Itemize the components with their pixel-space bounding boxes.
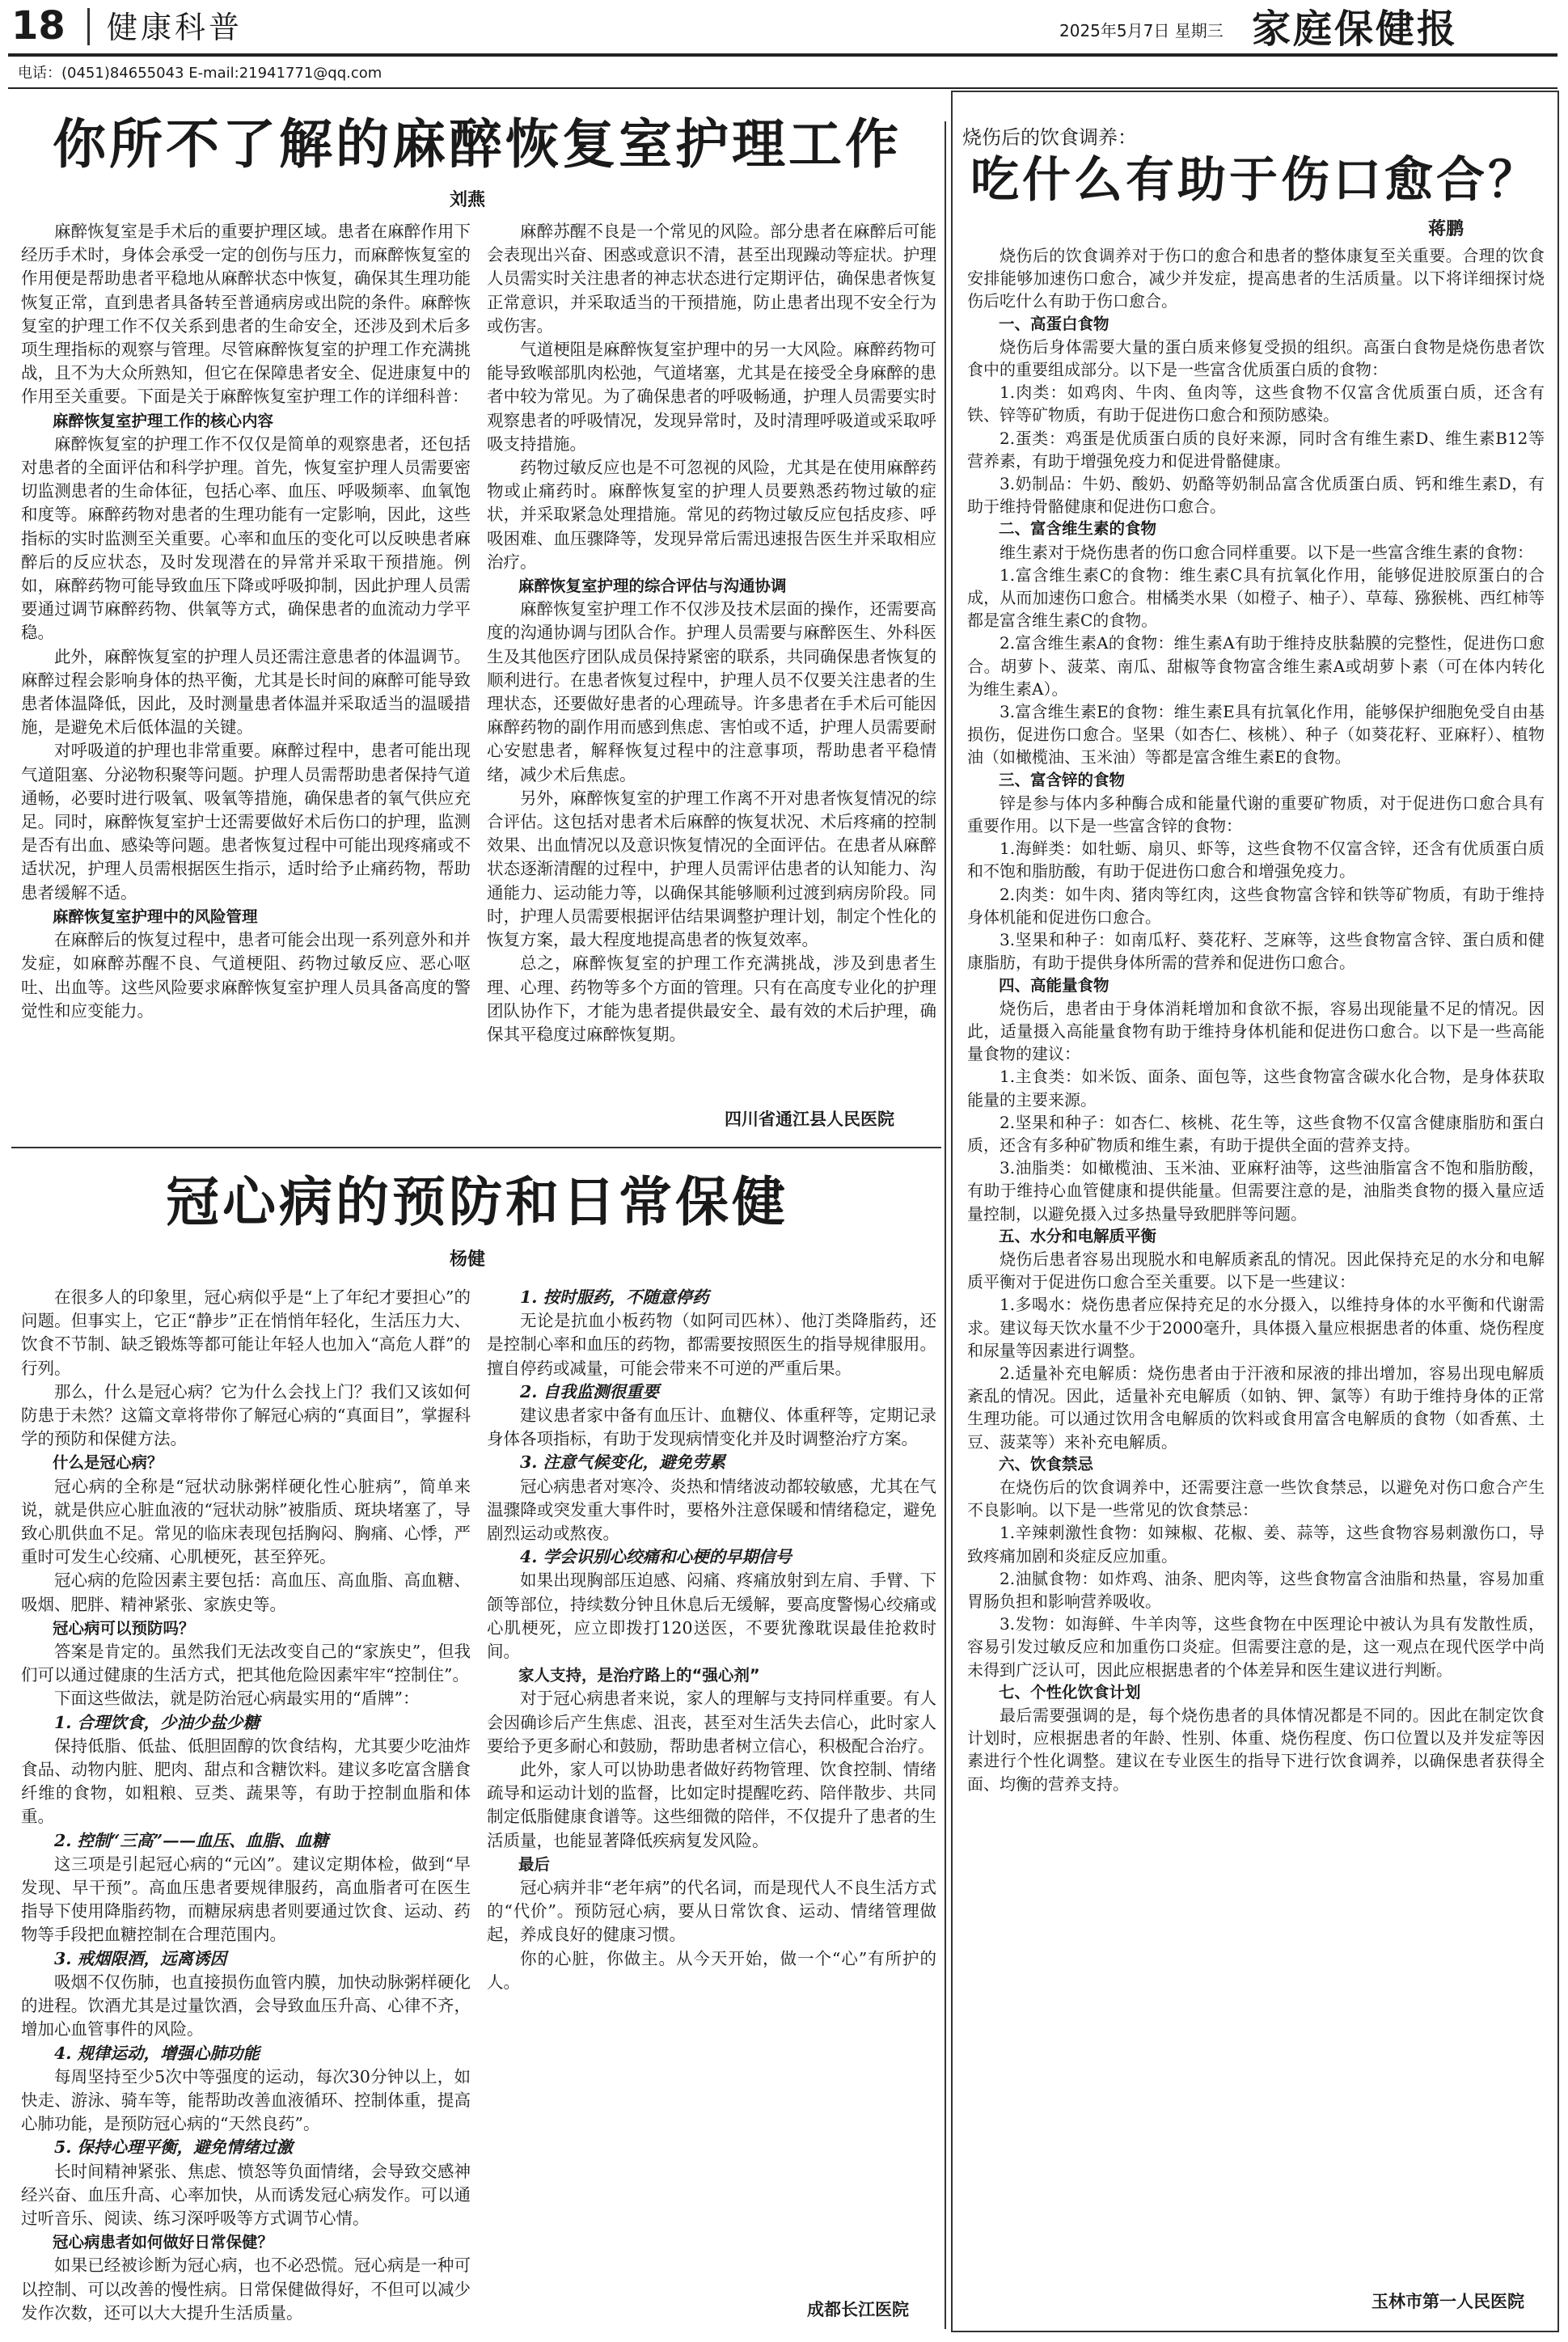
paragraph: 答案是肯定的。虽然我们无法改变自己的“家族史”，但我们可以通过健康的生活方式，把其他危险因素牢牢“控制住”。: [21, 1642, 471, 1685]
article3-author: 蒋鹏: [1428, 219, 1464, 239]
article1-author: 刘燕: [450, 190, 486, 210]
section-heading: 五、水分和电解质平衡: [999, 1226, 1157, 1245]
article2-column-1: [21, 1286, 471, 2329]
paragraph: 麻醉苏醒不良是一个常见的风险。部分患者在麻醉后可能会表现出兴奋、困惑或意识不清，甚至出现躁动等症状。护理人员需实时关注患者的神志状态进行定期评估，确保患者恢复正常意识，并采取适当的干预措施，防止患者出现不安全行为或伤害。: [487, 222, 936, 336]
paragraph: 3.发物：如海鲜、牛羊肉等，这些食物在中医理论中被认为具有发散性质，容易引发过敏反应和加重伤口炎症。但需要注意的是，这一观点在现代医学中尚未得到广泛认可，因此应根据患者的个体差异和医生建议进行判断。: [967, 1614, 1545, 1680]
article2-hospital: 成都长江医院: [807, 2300, 909, 2319]
article2-author: 杨健: [450, 1249, 486, 1270]
paragraph: 最后需要强调的是，每个烧伤患者的具体情况都是不同的。因此在制定饮食计划时，应根据患者的年龄、性别、体重、烧伤程度、伤口位置以及并发症等因素进行个性化调整。建议在专业医生的指导下进行饮食调养，以确保患者获得全面、均衡的营养支持。: [967, 1706, 1545, 1794]
article3-title: 吃什么有助于伤口愈合？: [970, 152, 1540, 209]
section-heading: 冠心病患者如何做好日常保健？: [53, 2233, 274, 2252]
article1-title: 你所不了解的麻醉恢复室护理工作: [53, 112, 902, 175]
paragraph: 锌是参与体内多种酶合成和能量代谢的重要矿物质，对于促进伤口愈合具有重要作用。以下是一些富含锌的食物：: [967, 793, 1545, 836]
paragraph: 这三项是引起冠心病的“元凶”。建议定期体检，做到“早发现、早干预”。高血压患者要规律服药，高血脂者可在医生指导下使用降脂药物，而糖尿病患者则要通过饮食、运动、药物等手段把血糖控制在合理范围内。: [21, 1854, 471, 1945]
article2-title: 冠心病的预防和日常保健: [166, 1170, 788, 1233]
section-heading: 2. 自我监测很重要: [520, 1381, 660, 1401]
section-heading: 麻醉恢复室护理工作的核心内容: [53, 411, 274, 430]
paragraph: 1.主食类：如米饭、面条、面包等，这些食物富含碳水化合物，是身体获取能量的主要来源。: [967, 1067, 1545, 1110]
paragraph: 维生素对于烧伤患者的伤口愈合同样重要。以下是一些富含维生素的食物：: [1000, 542, 1533, 562]
section-heading: 4. 规律运动，增强心肺功能: [54, 2043, 260, 2063]
paragraph: 建议患者家中备有血压计、血糖仪、体重秤等，定期记录身体各项指标，有助于发现病情变化并及时调整治疗方案。: [487, 1406, 936, 1449]
paragraph: 3.坚果和种子：如南瓜籽、葵花籽、芝麻等，这些食物富含锌、蛋白质和健康脂肪，有助于提供身体所需的营养和促进伤口愈合。: [967, 930, 1545, 973]
paragraph: 对呼吸道的护理也非常重要。麻醉过程中，患者可能出现气道阻塞、分泌物积聚等问题。护理人员需帮助患者保持气道通畅，必要时进行吸氧、吸氧等措施，确保患者的氧气供应充足。同时，麻醉恢复室护士还需要做好术后伤口的护理，监测是否有出血、感染等问题。患者恢复过程中可能出现疼痛或不适状况，护理人员需根据医生指示，适时给予止痛药物，帮助患者缓解不适。: [21, 741, 471, 903]
paragraph: 麻醉恢复室是手术后的重要护理区域。患者在麻醉作用下经历手术时，身体会承受一定的创伤与压力，而麻醉恢复室的作用便是帮助患者平稳地从麻醉状态中恢复，确保其生理功能恢复正常，直到患者具备转至普通病房或出院的条件。麻醉恢复室的护理工作不仅关系到患者的生命安全，还涉及到术后多项生理指标的观察与管理。尽管麻醉恢复室的护理工作充满挑战，且不为大众所熟知，但它在保障患者安全、促进康复中的作用至关重要。下面是关于麻醉恢复室护理工作的详细科普：: [21, 222, 471, 407]
paragraph: 无论是抗血小板药物（如阿司匹林）、他汀类降脂药，还是控制心率和血压的药物，都需要按照医生的指导规律服用。擅自停药或减量，可能会带来不可逆的严重后果。: [487, 1311, 936, 1378]
section-heading: 4. 学会识别心绞痛和心梗的早期信号: [520, 1547, 792, 1567]
paragraph: 在很多人的印象里，冠心病似乎是“上了年纪才要担心”的问题。但事实上，它正“静步”正在悄悄年轻化，生活压力大、饮食不节制、缺乏锻炼等都可能让年轻人也加入“高危人群”的行列。: [21, 1287, 471, 1378]
paragraph: 总之，麻醉恢复室的护理工作充满挑战，涉及到患者生理、心理、药物等多个方面的管理。只有在高度专业化的护理团队协作下，才能为患者提供最安全、最有效的术后护理，确保其平稳度过麻醉恢复期。: [487, 953, 936, 1044]
paragraph: 保持低脂、低盐、低胆固醇的饮食结构，尤其要少吃油炸食品、动物内脏、肥肉、甜点和含糖饮料。建议多吃富含膳食纤维的食物，如粗粮、豆类、蔬果等，有助于控制血脂和体重。: [21, 1735, 471, 1827]
section-heading: 麻醉恢复室护理的综合评估与沟通协调: [518, 577, 787, 596]
paragraph: 2.坚果和种子：如杏仁、核桃、花生等，这些食物不仅富含健康脂肪和蛋白质，还含有多种矿物质和维生素，有助于提供全面的营养支持。: [967, 1112, 1545, 1155]
paragraph: 1.多喝水：烧伤患者应保持充足的水分摄入，以维持身体的水平衡和代谢需求。建议每天饮水量不少于2000毫升，具体摄入量应根据患者的体重、烧伤程度和尿量等因素进行调整。: [967, 1295, 1545, 1360]
paragraph: 3.奶制品：牛奶、酸奶、奶酪等奶制品富含优质蛋白质、钙和维生素D，有助于维持骨骼健康和促进伤口愈合。: [967, 474, 1545, 517]
section-name: 健康科普: [107, 10, 243, 45]
section-heading: 二、富含维生素的食物: [999, 519, 1157, 539]
column-divider: [945, 121, 946, 2329]
section-heading: 一、高蛋白食物: [999, 314, 1109, 333]
section-heading: 七、个性化饮食计划: [999, 1682, 1141, 1702]
section-heading: 5. 保持心理平衡，避免情绪过激: [54, 2137, 294, 2158]
paragraph: 药物过敏反应也是不可忽视的风险，尤其是在使用麻醉药物或止痛药时。麻醉恢复室的护理人员要熟悉药物过敏的症状，并采取紧急处理措施。常见的药物过敏反应包括皮疹、呼吸困难、血压骤降等，发现异常后需迅速报告医生并采取相应治疗。: [487, 458, 936, 572]
section-heading: 四、高能量食物: [999, 975, 1109, 995]
paragraph: 如果已经被诊断为冠心病，也不必恐慌。冠心病是一种可以控制、可以改善的慢性病。日常保健做得好，不但可以减少发作次数，还可以大大提升生活质量。: [21, 2255, 471, 2323]
article2-column-2: [487, 1286, 936, 2289]
paragraph: 冠心病的危险因素主要包括：高血压、高血脂、高血糖、吸烟、肥胖、精神紧张、家族史等。: [21, 1570, 471, 1614]
section-heading: 1. 合理饮食，少油少盐少糖: [54, 1712, 260, 1732]
paragraph: 3.富含维生素E的食物：维生素E具有抗氧化作用，能够保护细胞免受自由基损伤，促进伤口愈合。坚果（如杏仁、核桃）、种子（如葵花籽、亚麻籽）、植物油（如橄榄油、玉米油）等都是富含维生素E的食物。: [967, 702, 1545, 767]
paragraph: 此外，麻醉恢复室的护理人员还需注意患者的体温调节。麻醉过程会影响身体的热平衡，尤其是长时间的麻醉可能导致患者体温降低，因此，及时测量患者体温并采取适当的温暖措施，是避免术后低体温的关键。: [21, 646, 471, 738]
section-heading: 2. 控制“三高”——血压、血脂、血糖: [54, 1830, 329, 1850]
article3-subtitle: 烧伤后的饮食调养：: [962, 126, 1137, 149]
paragraph: 2.油腻食物：如炸鸡、油条、肥肉等，这些食物富含油脂和热量，容易加重胃肠负担和影响营养吸收。: [967, 1568, 1545, 1611]
paragraph: 你的心脏，你做主。从今天开始，做一个“心”有所护的人。: [487, 1948, 936, 1992]
paragraph: 3.油脂类：如橄榄油、玉米油、亚麻籽油等，这些油脂富含不饱和脂肪酸，有助于维持心血管健康和提供能量。但需要注意的是，油脂类食物的摄入量应适量控制，以避免摄入过多热量导致肥胖等问题。: [967, 1158, 1545, 1224]
paragraph: 冠心病的全称是“冠状动脉粥样硬化性心脏病”，简单来说，就是供应心脏血液的“冠状动脉”被脂质、斑块堵塞了，导致心肌供血不足。常见的临床表现包括胸闷、胸痛、心悸，严重时可发生心绞痛、心肌梗死，甚至猝死。: [21, 1476, 471, 1567]
paragraph: 吸烟不仅伤肺，也直接损伤血管内膜，加快动脉粥样硬化的进程。饮酒尤其是过量饮酒，会导致血压升高、心律不齐，增加心血管事件的风险。: [21, 1972, 471, 2040]
paragraph: 冠心病患者对寒冷、炎热和情绪波动都较敏感，尤其在气温骤降或突发重大事件时，要格外注意保暖和情绪稳定，避免剧烈运动或熬夜。: [487, 1476, 936, 1544]
header-divider: [87, 8, 90, 45]
page-number: 18: [11, 3, 66, 49]
paragraph: 2.富含维生素A的食物：维生素A有助于维持皮肤黏膜的完整性，促进伤口愈合。胡萝卜、菠菜、南瓜、甜椒等食物富含维生素A或胡萝卜素（可在体内转化为维生素A）。: [967, 633, 1545, 699]
paragraph: 烧伤后身体需要大量的蛋白质来修复受损的组织。高蛋白食物是烧伤患者饮食中的重要组成部分。以下是一些富含优质蛋白质的食物：: [967, 336, 1545, 380]
paragraph: 2.肉类：如牛肉、猪肉等红肉，这些食物富含锌和铁等矿物质，有助于维持身体机能和促进伤口愈合。: [967, 884, 1545, 927]
paragraph: 烧伤后的饮食调养对于伤口的愈合和患者的整体康复至关重要。合理的饮食安排能够加速伤口愈合，减少并发症，提高患者的生活质量。以下将详细探讨烧伤后吃什么有助于伤口愈合。: [967, 246, 1545, 311]
article3-hospital: 玉林市第一人民医院: [1371, 2292, 1524, 2311]
section-heading: 冠心病可以预防吗？: [53, 1618, 195, 1638]
article3-column: [967, 244, 1545, 2279]
article1-column-1: [21, 220, 471, 1139]
article1-column-2: [487, 220, 936, 1103]
paragraph: 在烧伤后的饮食调养中，还需要注意一些饮食禁忌，以避免对伤口愈合产生不良影响。以下是一些常见的饮食禁忌：: [967, 1477, 1545, 1520]
paragraph: 1.肉类：如鸡肉、牛肉、鱼肉等，这些食物不仅富含优质蛋白质，还含有铁、锌等矿物质，有助于促进伤口愈合和预防感染。: [967, 383, 1545, 425]
paragraph: 下面这些做法，就是防治冠心病最实用的“盾牌”：: [54, 1689, 420, 1709]
paragraph: 烧伤后，患者由于身体消耗增加和食欲不振，容易出现能量不足的情况。因此，适量摄入高能量食物有助于维持身体机能和促进伤口愈合。以下是一些高能量食物的建议：: [967, 998, 1545, 1064]
section-heading: 六、饮食禁忌: [999, 1454, 1094, 1473]
paragraph: 2.蛋类：鸡蛋是优质蛋白质的良好来源，同时含有维生素D、维生素B12等营养素，有助于增强免疫力和促进骨骼健康。: [967, 428, 1545, 471]
section-heading: 三、富含锌的食物: [999, 770, 1126, 789]
paragraph: 那么，什么是冠心病？它为什么会找上门？我们又该如何防患于未然？这篇文章将带你了解冠心病的“真面目”，掌握科学的预防和保健方法。: [21, 1381, 471, 1449]
paragraph: 气道梗阻是麻醉恢复室护理中的另一大风险。麻醉药物可能导致喉部肌肉松弛，气道堵塞，尤其是在接受全身麻醉的患者中较为常见。为了确保患者的呼吸畅通，护理人员需要实时观察患者的呼吸情况，发现异常时，及时清理呼吸道或采取呼吸支持措施。: [487, 340, 936, 454]
article1-hospital: 四川省通江县人民医院: [725, 1110, 894, 1129]
paragraph: 如果出现胸部压迫感、闷痛、疼痛放射到左肩、手臂、下颌等部位，持续数分钟且休息后无缓解，要高度警惕心绞痛或心肌梗死，应立即拨打120送医，不要犹豫耽误最佳抢救时间。: [487, 1570, 936, 1662]
paragraph: 1.辛辣刺激性食物：如辣椒、花椒、姜、蒜等，这些食物容易刺激伤口，导致疼痛加剧和炎症反应加重。: [967, 1523, 1545, 1566]
issue-date: 2025年5月7日 星期三: [1059, 21, 1224, 40]
section-heading: 什么是冠心病？: [53, 1453, 163, 1473]
section-heading: 麻醉恢复室护理中的风险管理: [53, 907, 258, 926]
section-heading: 3. 戒烟限酒，远离诱因: [54, 1948, 227, 1968]
header-rule-thin: [8, 87, 1557, 89]
paragraph: 对于冠心病患者来说，家人的理解与支持同样重要。有人会因确诊后产生焦虑、沮丧，甚至对生活失去信心，此时家人要给予更多耐心和鼓励，帮助患者树立信心，积极配合治疗。: [487, 1689, 936, 1756]
paragraph: 1.富含维生素C的食物：维生素C具有抗氧化作用，能够促进胶原蛋白的合成，从而加速伤口愈合。柑橘类水果（如橙子、柚子）、草莓、猕猴桃、西红柿等都是富含维生素C的食物。: [967, 564, 1545, 631]
paragraph: 1.海鲜类：如牡蛎、扇贝、虾等，这些食物不仅富含锌，还含有优质蛋白质和不饱和脂肪酸，有助于促进伤口愈合和增强免疫力。: [967, 839, 1545, 881]
header-rule: [8, 53, 1557, 57]
section-heading: 3. 注意气候变化，避免劳累: [520, 1452, 726, 1473]
section-heading: 1. 按时服药，不随意停药: [520, 1287, 709, 1307]
newspaper-name: 家庭保健报: [1252, 6, 1459, 52]
paragraph: 另外，麻醉恢复室的护理工作离不开对患者恢复情况的综合评估。这包括对患者术后麻醉的恢复状况、术后疼痛的控制效果、出血情况以及意识恢复情况的全面评估。在患者从麻醉状态逐渐清醒的过程中，护理人员需评估患者的认知能力、沟通能力、运动能力等，以确保其能够顺利过渡到病房阶段。同时，护理人员需要根据评估结果调整护理计划，制定个性化的恢复方案，最大程度地提高患者的恢复效率。: [487, 788, 936, 950]
paragraph: 在麻醉后的恢复过程中，患者可能会出现一系列意外和并发症，如麻醉苏醒不良、气道梗阻、药物过敏反应、恶心呕吐、出血等。这些风险要求麻醉恢复室护理人员具备高度的警觉性和应变能力。: [21, 930, 471, 1021]
section-heading: 最后: [518, 1854, 551, 1874]
paragraph: 2.适量补充电解质：烧伤患者由于汗液和尿液的排出增加，容易出现电解质紊乱的情况。因此，适量补充电解质（如钠、钾、氯等）有助于维持身体的正常生理功能。可以通过饮用含电解质的饮料或食用富含电解质的食物（如香蕉、土豆、菠菜等）来补充电解质。: [967, 1363, 1545, 1452]
paragraph: 每周坚持至少5次中等强度的运动，每次30分钟以上，如快走、游泳、骑车等，能帮助改善血液循环、控制体重，提高心肺功能，是预防冠心病的“天然良药”。: [21, 2066, 471, 2134]
paragraph: 冠心病并非“老年病”的代名词，而是现代人不良生活方式的“代价”。预防冠心病，要从日常饮食、运动、情绪管理做起，养成良好的健康习惯。: [487, 1878, 936, 1945]
paragraph: 烧伤后患者容易出现脱水和电解质紊乱的情况。因此保持充足的水分和电解质平衡对于促进伤口愈合至关重要。以下是一些建议：: [967, 1249, 1545, 1292]
paragraph: 麻醉恢复室的护理工作不仅仅是简单的观察患者，还包括对患者的全面评估和科学护理。首先，恢复室护理人员需要密切监测患者的生命体征，包括心率、血压、呼吸频率、血氧饱和度等。麻醉药物对患者的生理功能有一定影响，因此，这些指标的实时监测至关重要。心率和血压的变化可以反映患者麻醉后的反应状态，及时发现潜在的异常并采取干预措施。例如，麻醉药物可能导致血压下降或呼吸抑制，因此护理人员需要通过调节麻醉药物、供氧等方式，确保患者的血流动力学平稳。: [21, 433, 471, 643]
paragraph: 长时间精神紧张、焦虑、愤怒等负面情绪，会导致交感神经兴奋、血压升高、心率加快，从而诱发冠心病发作。可以通过听音乐、阅读、练习深呼吸等方式调节心情。: [21, 2161, 471, 2228]
article-divider: [11, 1147, 941, 1148]
paragraph: 麻醉恢复室护理工作不仅涉及技术层面的操作，还需要高度的沟通协调与团队合作。护理人员需要与麻醉医生、外科医生及其他医疗团队成员保持紧密的联系，共同确保患者恢复的顺利进行。在患者恢复过程中，护理人员不仅要关注患者的生理状态，还要做好患者的心理疏导。许多患者在手术后可能因麻醉药物的副作用而感到焦虑、害怕或不适，护理人员需要耐心安慰患者，解释恢复过程中的注意事项，帮助患者平稳情绪，减少术后焦虑。: [487, 599, 936, 784]
paragraph: 此外，家人可以协助患者做好药物管理、饮食控制、情绪疏导和运动计划的监督，比如定时提醒吃药、陪伴散步、共同制定低脂健康食谱等。这些细微的陪伴，不仅提升了患者的生活质量，也能显著降低疾病复发风险。: [487, 1760, 936, 1850]
section-heading: 家人支持，是治疗路上的“强心剂”: [518, 1666, 760, 1685]
contact-info: 电话：(0451)84655043 E-mail:21941771@qq.com: [18, 65, 382, 82]
